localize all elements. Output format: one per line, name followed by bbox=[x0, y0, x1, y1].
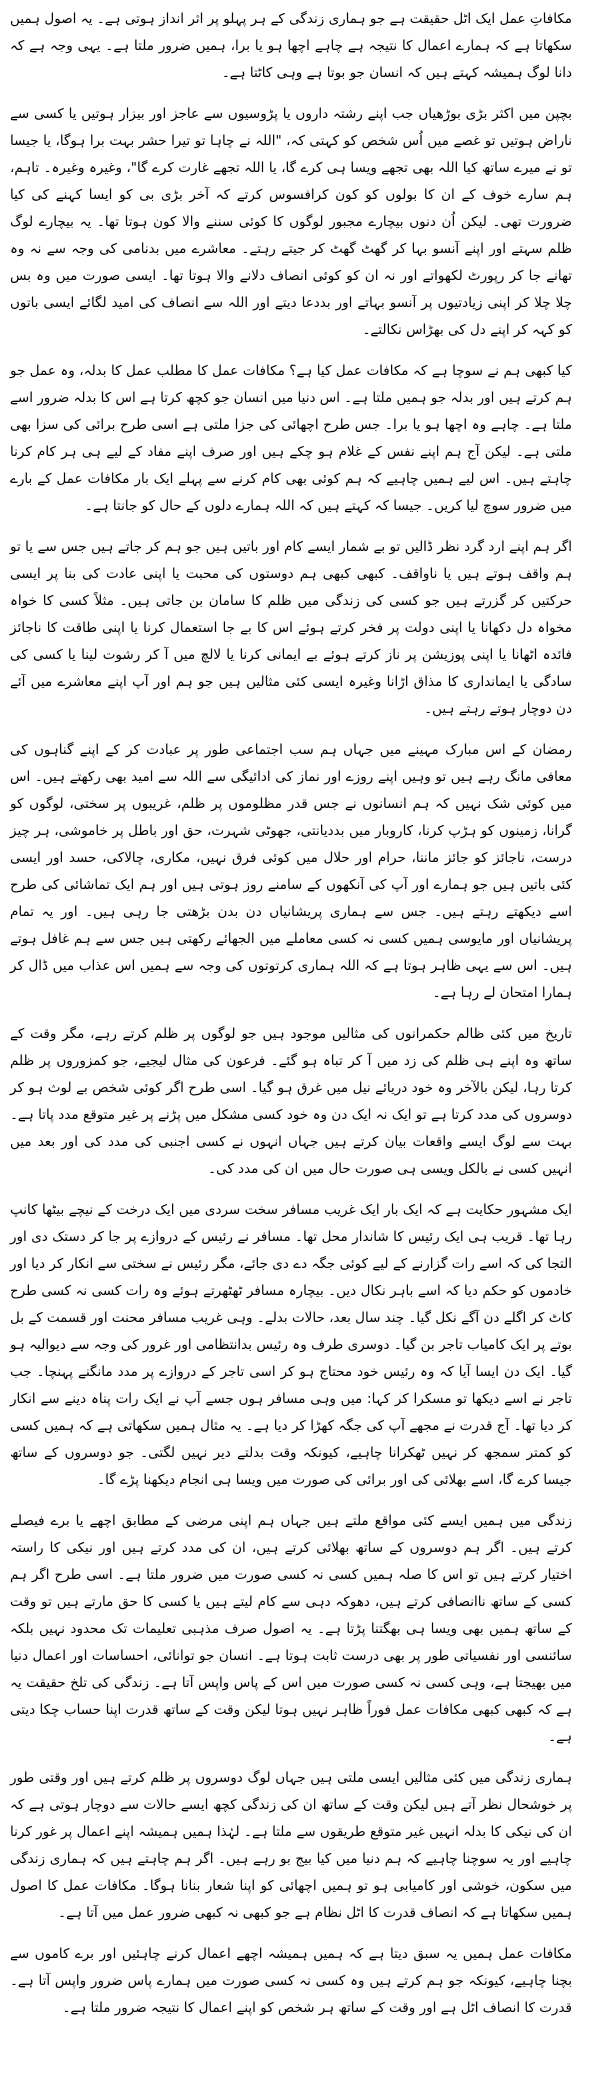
article-paragraph: تاریخ میں کئی ظالم حکمرانوں کی مثالیں موجود ہیں جو لوگوں پر ظلم کرتے رہے، مگر وقت کے ساتھ وہ اپنے ہی ظلم کی زد میں آ کر تباہ ہو گئے۔ فرعون کی مثال لیجیے، جو کمزوروں پر ظلم کرتا رہا، لیکن بالآخر وہ خود دریائے نیل میں غرق ہو گیا۔ اسی طرح اگر کوئی شخص بے لوث ہو کر دوسروں کی مدد کرتا ہے تو ایک نہ ایک دن وہ خود کسی مشکل میں پڑنے پر غیر متوقع مدد پاتا ہے۔ بہت سے لوگ ایسے واقعات بیان کرتے ہیں جہاں انہوں نے کسی اجنبی کی مدد کی اور بعد میں انہیں کسی نے بالکل ویسی ہی صورت حال میں ان کی مدد کی۔ bbox=[10, 1026, 572, 1177]
article-paragraph: مکافات عمل ہمیں یہ سبق دیتا ہے کہ ہمیں ہمیشہ اچھے اعمال کرنے چاہئیں اور برے کاموں سے بچنا چاہیے، کیونکہ جو ہم کرتے ہیں وہ کسی نہ کسی صورت میں ہمارے پاس ضرور واپس آتا ہے۔ قدرت کا انصاف اٹل ہے اور وقت کے ساتھ ہر شخص کو اپنے اعمال کا نتیجہ ضرور ملتا ہے۔ bbox=[10, 1946, 572, 2016]
article-paragraph: بچپن میں اکثر بڑی بوڑھیاں جب اپنے رشتہ داروں یا پڑوسیوں سے عاجز اور بیزار ہوتیں یا کسی سے ناراض ہوتیں تو غصے میں اُس شخص کو کہتی کہ، "اللہ نے چاہا تو تیرا حشر بہت برا ہوگا، یا جیسا تو نے میرے ساتھ کیا اللہ بھی تجھے ویسا ہی کرے گا، یا اللہ تجھے غارت کرے گا"، وغیرہ وغیرہ۔ تاہم، ہم سارے خوف کے ان کا بولوں کو کون کرافسوس کرتے کہ آخر بڑی بی کو ایسا کہنے کی کیا ضرورت تھی۔ لیکن اُن دنوں بیچارے مجبور لوگوں کا کوئی سننے والا کون ہوتا تھا۔ یہ بیچارے لوگ ظلم سہتے اور اپنے آنسو بہا کر گھٹ گھٹ کر جیتے رہتے۔ معاشرے میں بدنامی کی وجہ سے نہ وہ تھانے جا کر رپورٹ لکھواتے اور نہ ان کو کوئی انصاف دلانے والا ہوتا تھا۔ ایسی صورت میں وہ بس چلا چلا کر اپنی زیادتیوں پر آنسو بہاتے اور بددعا دیتے اور اللہ سے انصاف کی امید لگائے ایسی باتوں کو کہہ کر اپنے دل کی بھڑاس نکالتے۔ bbox=[10, 106, 572, 338]
article-paragraph: اگر ہم اپنے ارد گرد نظر ڈالیں تو بے شمار ایسے کام اور باتیں ہیں جو ہم کر جاتے ہیں جس سے یا تو ہم واقف ہوتے ہیں یا ناواقف۔ کبھی کبھی ہم دوستوں کی محبت یا اپنی عادت کی بنا پر ایسی حرکتیں کر گزرتے ہیں جو کسی کی زندگی میں ظلم کا سامان بن جاتی ہیں۔ مثلاً کسی کا خواہ مخواہ دل دکھانا یا اپنی دولت پر فخر کرتے ہوئے اس کا بے جا استعمال کرنا یا اپنی طاقت کا ناجائز فائدہ اٹھانا یا اپنی پوزیشن پر ناز کرتے ہوئے بے ایمانی کرنا یا لالچ میں آ کر رشوت لینا یا کسی کی سادگی یا ایمانداری کا مذاق اڑانا وغیرہ ایسی کئی مثالیں ہیں جو ہم اور آپ اپنے معاشرے میں آئے دن دوچار ہوتے رہتے ہیں۔ bbox=[10, 539, 572, 717]
article-paragraph: رمضان کے اس مبارک مہینے میں جہاں ہم سب اجتماعی طور پر عبادت کر کے اپنے گناہوں کی معافی مانگ رہے ہیں تو وہیں اپنے روزے اور نماز کی ادائیگی سے اللہ سے امید بھی رکھتے ہیں۔ اس میں کوئی شک نہیں کہ ہم انسانوں نے جس قدر مظلوموں پر ظلم، غریبوں پر سختی، لوگوں کو گرانا، زمینوں کو ہڑپ کرنا، کاروبار میں بددیانتی، جھوٹی شہرت، حق اور باطل پر خاموشی، ہر چیز درست، ناجائز کو جائز ماننا، حرام اور حلال میں کوئی فرق نہیں، مکاری، چالاکی، حسد اور ایسی کئی باتیں ہیں جو ہمارے اور آپ کی آنکھوں کے سامنے روز ہوتی ہیں اور ہم ایک تماشائی کی طرح اسے دیکھتے رہتے ہیں۔ جس سے ہماری پریشانیاں دن بدن بڑھتی جا رہی ہیں۔ اور یہ تمام پریشانیاں اور مایوسی ہمیں کسی نہ کسی معاملے میں الجھائے رکھتی ہیں جس سے ہم غافل ہوتے ہیں۔ اس سے یہی ظاہر ہوتا ہے کہ اللہ ہماری کرتوتوں کی وجہ سے ہمیں اس عذاب میں ڈال کر ہمارا امتحان لے رہا ہے۔ bbox=[10, 742, 572, 1001]
article-paragraph: زندگی میں ہمیں ایسے کئی مواقع ملتے ہیں جہاں ہم اپنی مرضی کے مطابق اچھے یا برے فیصلے کرتے ہیں۔ اگر ہم دوسروں کے ساتھ بھلائی کرتے ہیں، ان کی مدد کرتے ہیں اور نیکی کا راستہ اختیار کرتے ہیں تو اس کا صلہ ہمیں کسی نہ کسی صورت میں ضرور ملتا ہے۔ اسی طرح اگر ہم کسی کے ساتھ ناانصافی کرتے ہیں، دھوکہ دہی سے کام لیتے ہیں یا کسی کا حق مارتے ہیں تو وقت کے ساتھ ہمیں بھی ویسا ہی بھگتنا پڑتا ہے۔ یہ اصول صرف مذہبی تعلیمات تک محدود نہیں بلکہ سائنسی اور نفسیاتی طور پر بھی درست ثابت ہوتا ہے۔ انسان جو توانائی، احساسات اور اعمال دنیا میں بھیجتا ہے، وہی کسی نہ کسی صورت میں اس کے پاس واپس آتا ہے۔ زندگی کی تلخ حقیقت یہ ہے کہ کبھی کبھی مکافات عمل فوراً ظاہر نہیں ہوتا لیکن وقت کے ساتھ قدرت اپنا حساب چکا دیتی ہے۔ bbox=[10, 1513, 572, 1745]
article-paragraph: مکافاتِ عمل ایک اٹل حقیقت ہے جو ہماری زندگی کے ہر پہلو پر اثر انداز ہوتی ہے۔ یہ اصول ہمیں سکھاتا ہے کہ ہمارے اعمال کا نتیجہ ہے چاہے اچھا ہو یا برا، ہمیں ضرور ملتا ہے۔ یہی وجہ ہے کہ دانا لوگ ہمیشہ کہتے ہیں کہ انسان جو بوتا ہے وہی کاٹتا ہے۔ bbox=[10, 11, 572, 81]
article-paragraph: ایک مشہور حکایت ہے کہ ایک بار ایک غریب مسافر سخت سردی میں ایک درخت کے نیچے بیٹھا کانپ رہا تھا۔ قریب ہی ایک رئیس کا شاندار محل تھا۔ مسافر نے رئیس کے دروازے پر جا کر دستک دی اور التجا کی کہ اسے رات گزارنے کے لیے کوئی جگہ دے دی جائے، مگر رئیس نے سختی سے انکار کر دیا اور خادموں کو حکم دیا کہ اسے باہر نکال دیں۔ بیچارہ مسافر ٹھٹھرتے ہوئے وہ رات کسی نہ کسی طرح کاٹ کر اگلے دن آگے نکل گیا۔ چند سال بعد، حالات بدلے۔ وہی غریب مسافر محنت اور قسمت کے بل بوتے پر ایک کامیاب تاجر بن گیا۔ دوسری طرف وہ رئیس بدانتظامی اور غرور کی وجہ سے دیوالیہ ہو گیا۔ ایک دن ایسا آیا کہ وہ رئیس خود محتاج ہو کر اسی تاجر کے دروازے پر مدد مانگنے پہنچا۔ جب تاجر نے اسے دیکھا تو مسکرا کر کہا: میں وہی مسافر ہوں جسے آپ نے ایک رات پناہ دینے سے انکار کر دیا تھا۔ آج قدرت نے مجھے آپ کی جگہ کھڑا کر دیا ہے۔ یہ مثال ہمیں سکھاتی ہے کہ ہمیں کسی کو کمتر سمجھ کر نہیں ٹھکرانا چاہیے، کیونکہ وقت بدلتے دیر نہیں لگتی۔ جو دوسروں کے ساتھ جیسا کرے گا، اسے بھلائی کی اور برائی کی صورت میں ویسا ہی انجام دیکھنا پڑے گا۔ bbox=[10, 1202, 572, 1488]
article-paragraph: کیا کبھی ہم نے سوچا ہے کہ مکافات عمل کیا ہے؟ مکافات عمل کا مطلب عمل کا بدلہ، وہ عمل جو ہم کرتے ہیں اور بدلہ جو ہمیں ملتا ہے۔ اس دنیا میں انسان جو کچھ کرتا ہے اس کا بدلہ ضرور اسے ملتا ہے۔ چاہے وہ اچھا ہو یا برا۔ جس طرح اچھائی کی جزا ملتی ہے اسی طرح برائی کی سزا بھی ملتی ہے۔ لیکن آج ہم اپنے نفس کے غلام ہو چکے ہیں اور صرف اپنے مفاد کے لیے ہی ہر کام کرنا چاہتے ہیں۔ اس لیے ہمیں چاہیے کہ ہم کوئی بھی کام کرنے سے پہلے ایک بار مکافات عمل کے بارے میں ضرور سوچ لیا کریں۔ جیسا کہ کہتے ہیں کہ اللہ ہمارے دلوں کے حال کو جانتا ہے۔ bbox=[10, 363, 572, 514]
article-paragraph: ہماری زندگی میں کئی مثالیں ایسی ملتی ہیں جہاں لوگ دوسروں پر ظلم کرتے ہیں اور وقتی طور پر خوشحال نظر آتے ہیں لیکن وقت کے ساتھ ان کی زندگی کچھ ایسے حالات سے دوچار ہوتی ہے کہ ان کی نیکی کا بدلہ انہیں غیر متوقع طریقوں سے ملتا ہے۔ لہٰذا ہمیں ہمیشہ اپنے اعمال پر غور کرنا چاہیے اور یہ سوچنا چاہیے کہ ہم دنیا میں کیا بیج بو رہے ہیں۔ اگر ہم چاہتے ہیں کہ ہماری زندگی میں سکون، خوشی اور کامیابی ہو تو ہمیں اچھائی کو اپنا شعار بنانا ہوگا۔ مکافات عمل کا اصول ہمیں سکھاتا ہے کہ انصاف قدرت کا اٹل نظام ہے جو کبھی نہ کبھی ضرور عمل میں آتا ہے۔ bbox=[10, 1770, 572, 1921]
